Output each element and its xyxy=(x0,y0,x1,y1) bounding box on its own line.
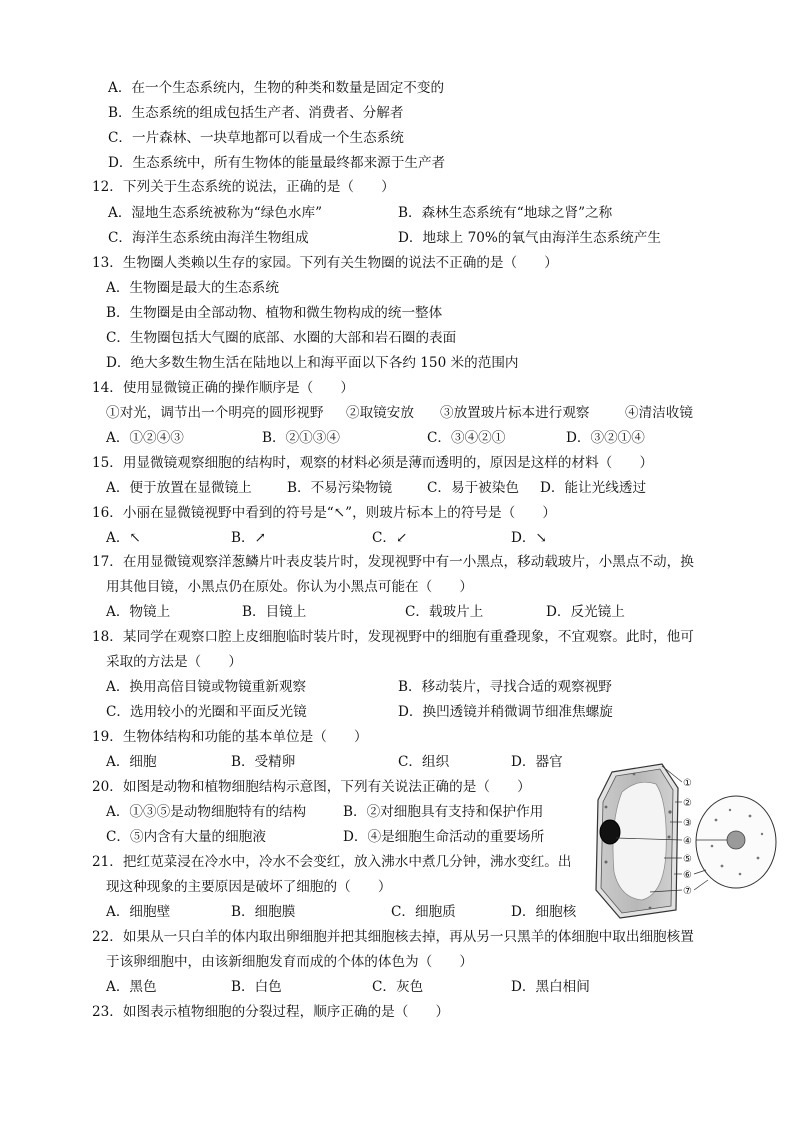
q12-option-b: B．森林生态系统有“地球之肾”之称 xyxy=(398,205,613,221)
q14-step-3: ③放置玻片标本进行观察 xyxy=(440,405,590,421)
q18-option-b: B．移动装片，寻找合适的观察视野 xyxy=(398,679,612,695)
q13-option-a: A．生物圈是最大的生态系统 xyxy=(106,280,279,296)
q17-option-d: D．反光镜上 xyxy=(546,604,625,620)
q11-option-b: B．生态系统的组成包括生产者、消费者、分解者 xyxy=(108,105,404,121)
q22-stem-line1: 22．如果从一只白羊的体内取出卵细胞并把其细胞核去掉，再从另一只黑羊的体细胞中取出细胞核置 xyxy=(92,929,694,945)
q11-option-a: A．在一个生态系统内，生物的种类和数量是固定不变的 xyxy=(108,80,445,96)
q21-option-a: A．细胞壁 xyxy=(106,904,171,920)
q21-stem-line1: 21．把红苋菜浸在冷水中，冷水不会变红，放入沸水中煮几分钟，沸水变红。出 xyxy=(92,854,572,870)
q14-option-a: A．①②④③ xyxy=(106,430,184,446)
q19-option-b: B．受精卵 xyxy=(231,754,296,770)
q11-option-d: D．生态系统中，所有生物体的能量最终都来源于生产者 xyxy=(108,155,446,171)
q22-stem-line2: 于该卵细胞中，由该新细胞发育而成的个体的体色为（ ） xyxy=(106,954,474,970)
q12-stem: 12．下列关于生态系统的说法，正确的是（ ） xyxy=(92,179,395,195)
q16-option-d: D．↘ xyxy=(511,530,547,546)
plant-cell-vacuole xyxy=(613,782,666,900)
q19-option-d: D．器官 xyxy=(511,754,563,770)
q16-option-b: B．↗ xyxy=(231,530,266,546)
q13-option-d: D．绝大多数生物生活在陆地以上和海平面以下各约 150 米的范围内 xyxy=(106,355,519,371)
q16-option-a: A．↖ xyxy=(106,530,141,546)
q22-option-b: B．白色 xyxy=(231,979,282,995)
q18-option-d: D．换凹透镜并稍微调节细准焦螺旋 xyxy=(398,704,613,720)
q13-option-b: B．生物圈是由全部动物、植物和微生物构成的统一整体 xyxy=(106,305,443,321)
q14-option-c: C．③④②① xyxy=(427,430,506,446)
q12-option-c: C．海洋生态系统由海洋生物组成 xyxy=(108,230,309,246)
figure-label-1: ① xyxy=(683,778,692,789)
figure-label-3: ③ xyxy=(683,818,692,829)
plant-cell-nucleus xyxy=(600,820,620,844)
q22-option-a: A．黑色 xyxy=(106,979,157,995)
q18-option-c: C．选用较小的光圈和平面反光镜 xyxy=(106,704,307,720)
q17-option-c: C．载玻片上 xyxy=(405,604,484,620)
q20-option-b: B．②对细胞具有支持和保护作用 xyxy=(343,804,544,820)
q12-option-a: A．湿地生态系统被称为“绿色水库” xyxy=(108,205,323,221)
q13-option-c: C．生物圈包括大气圈的底部、水圈的大部和岩石圈的表面 xyxy=(106,330,457,346)
q23-stem: 23．如图表示植物细胞的分裂过程，顺序正确的是（ ） xyxy=(92,1004,450,1020)
q20-stem: 20．如图是动物和植物细胞结构示意图，下列有关说法正确的是（ ） xyxy=(92,779,531,795)
q21-option-d: D．细胞核 xyxy=(511,904,577,920)
q16-option-c: C．↙ xyxy=(372,530,408,546)
q15-option-a: A．便于放置在显微镜上 xyxy=(106,480,252,496)
figure-label-5: ⑤ xyxy=(683,854,692,865)
animal-cell-nucleus xyxy=(727,831,745,849)
q11-option-c: C．一片森林、一块草地都可以看成一个生态系统 xyxy=(108,130,404,146)
figure-label-4: ④ xyxy=(683,836,692,847)
q14-option-b: B．②①③④ xyxy=(262,430,340,446)
q21-stem-line2: 现这种现象的主要原因是破坏了细胞的（ ） xyxy=(106,879,392,895)
q14-stem: 14．使用显微镜正确的操作顺序是（ ） xyxy=(92,380,354,396)
figure-label-7: ⑦ xyxy=(683,886,692,897)
q17-stem-line2: 用其他目镜，小黑点仍在原处。你认为小黑点可能在（ ） xyxy=(106,579,474,595)
q14-step-1: ①对光，调节出一个明亮的圆形视野 xyxy=(106,405,324,421)
cell-structure-figure xyxy=(590,762,786,922)
q14-option-d: D．③②①④ xyxy=(566,430,645,446)
q20-option-c: C．⑤内含有大量的细胞液 xyxy=(106,829,266,845)
q17-option-b: B．目镜上 xyxy=(242,604,307,620)
q20-option-d: D．④是细胞生命活动的重要场所 xyxy=(343,829,545,845)
q22-option-c: C．灰色 xyxy=(372,979,424,995)
q16-stem: 16．小丽在显微镜视野中看到的符号是“↖”，则玻片标本上的符号是（ ） xyxy=(92,505,556,521)
q14-step-2: ②取镜安放 xyxy=(346,405,414,421)
q18-option-a: A．换用高倍目镜或物镜重新观察 xyxy=(106,679,307,695)
figure-label-2: ② xyxy=(683,798,692,809)
q19-stem: 19．生物体结构和功能的基本单位是（ ） xyxy=(92,729,368,745)
q19-option-a: A．细胞 xyxy=(106,754,157,770)
figure-label-6: ⑥ xyxy=(683,870,692,881)
q21-option-c: C．细胞质 xyxy=(391,904,456,920)
q17-option-a: A．物镜上 xyxy=(106,604,171,620)
q15-stem: 15．用显微镜观察细胞的结构时，观察的材料必须是薄而透明的，原因是这样的材料（ ） xyxy=(92,455,654,471)
q20-option-a: A．①③⑤是动物细胞特有的结构 xyxy=(106,804,307,820)
q22-option-d: D．黑白相间 xyxy=(511,979,590,995)
q19-option-c: C．组织 xyxy=(398,754,450,770)
q21-option-b: B．细胞膜 xyxy=(231,904,296,920)
q18-stem-line1: 18．某同学在观察口腔上皮细胞临时装片时，发现视野中的细胞有重叠现象，不宜观察。此时，他可 xyxy=(92,629,694,645)
q18-stem-line2: 采取的方法是（ ） xyxy=(106,654,242,670)
q15-option-b: B．不易污染物镜 xyxy=(287,480,393,496)
q12-option-d: D．地球上 70%的氧气由海洋生态系统产生 xyxy=(398,230,661,246)
q14-step-4: ④清洁收镜 xyxy=(625,405,693,421)
q15-option-d: D．能让光线透过 xyxy=(540,480,647,496)
q15-option-c: C．易于被染色 xyxy=(427,480,519,496)
q17-stem-line1: 17．在用显微镜观察洋葱鳞片叶表皮装片时，发现视野中有一小黑点，移动载玻片，小黑点不动，换 xyxy=(92,554,694,570)
q13-stem: 13．生物圈人类赖以生存的家园。下列有关生物圈的说法不正确的是（ ） xyxy=(92,255,558,271)
